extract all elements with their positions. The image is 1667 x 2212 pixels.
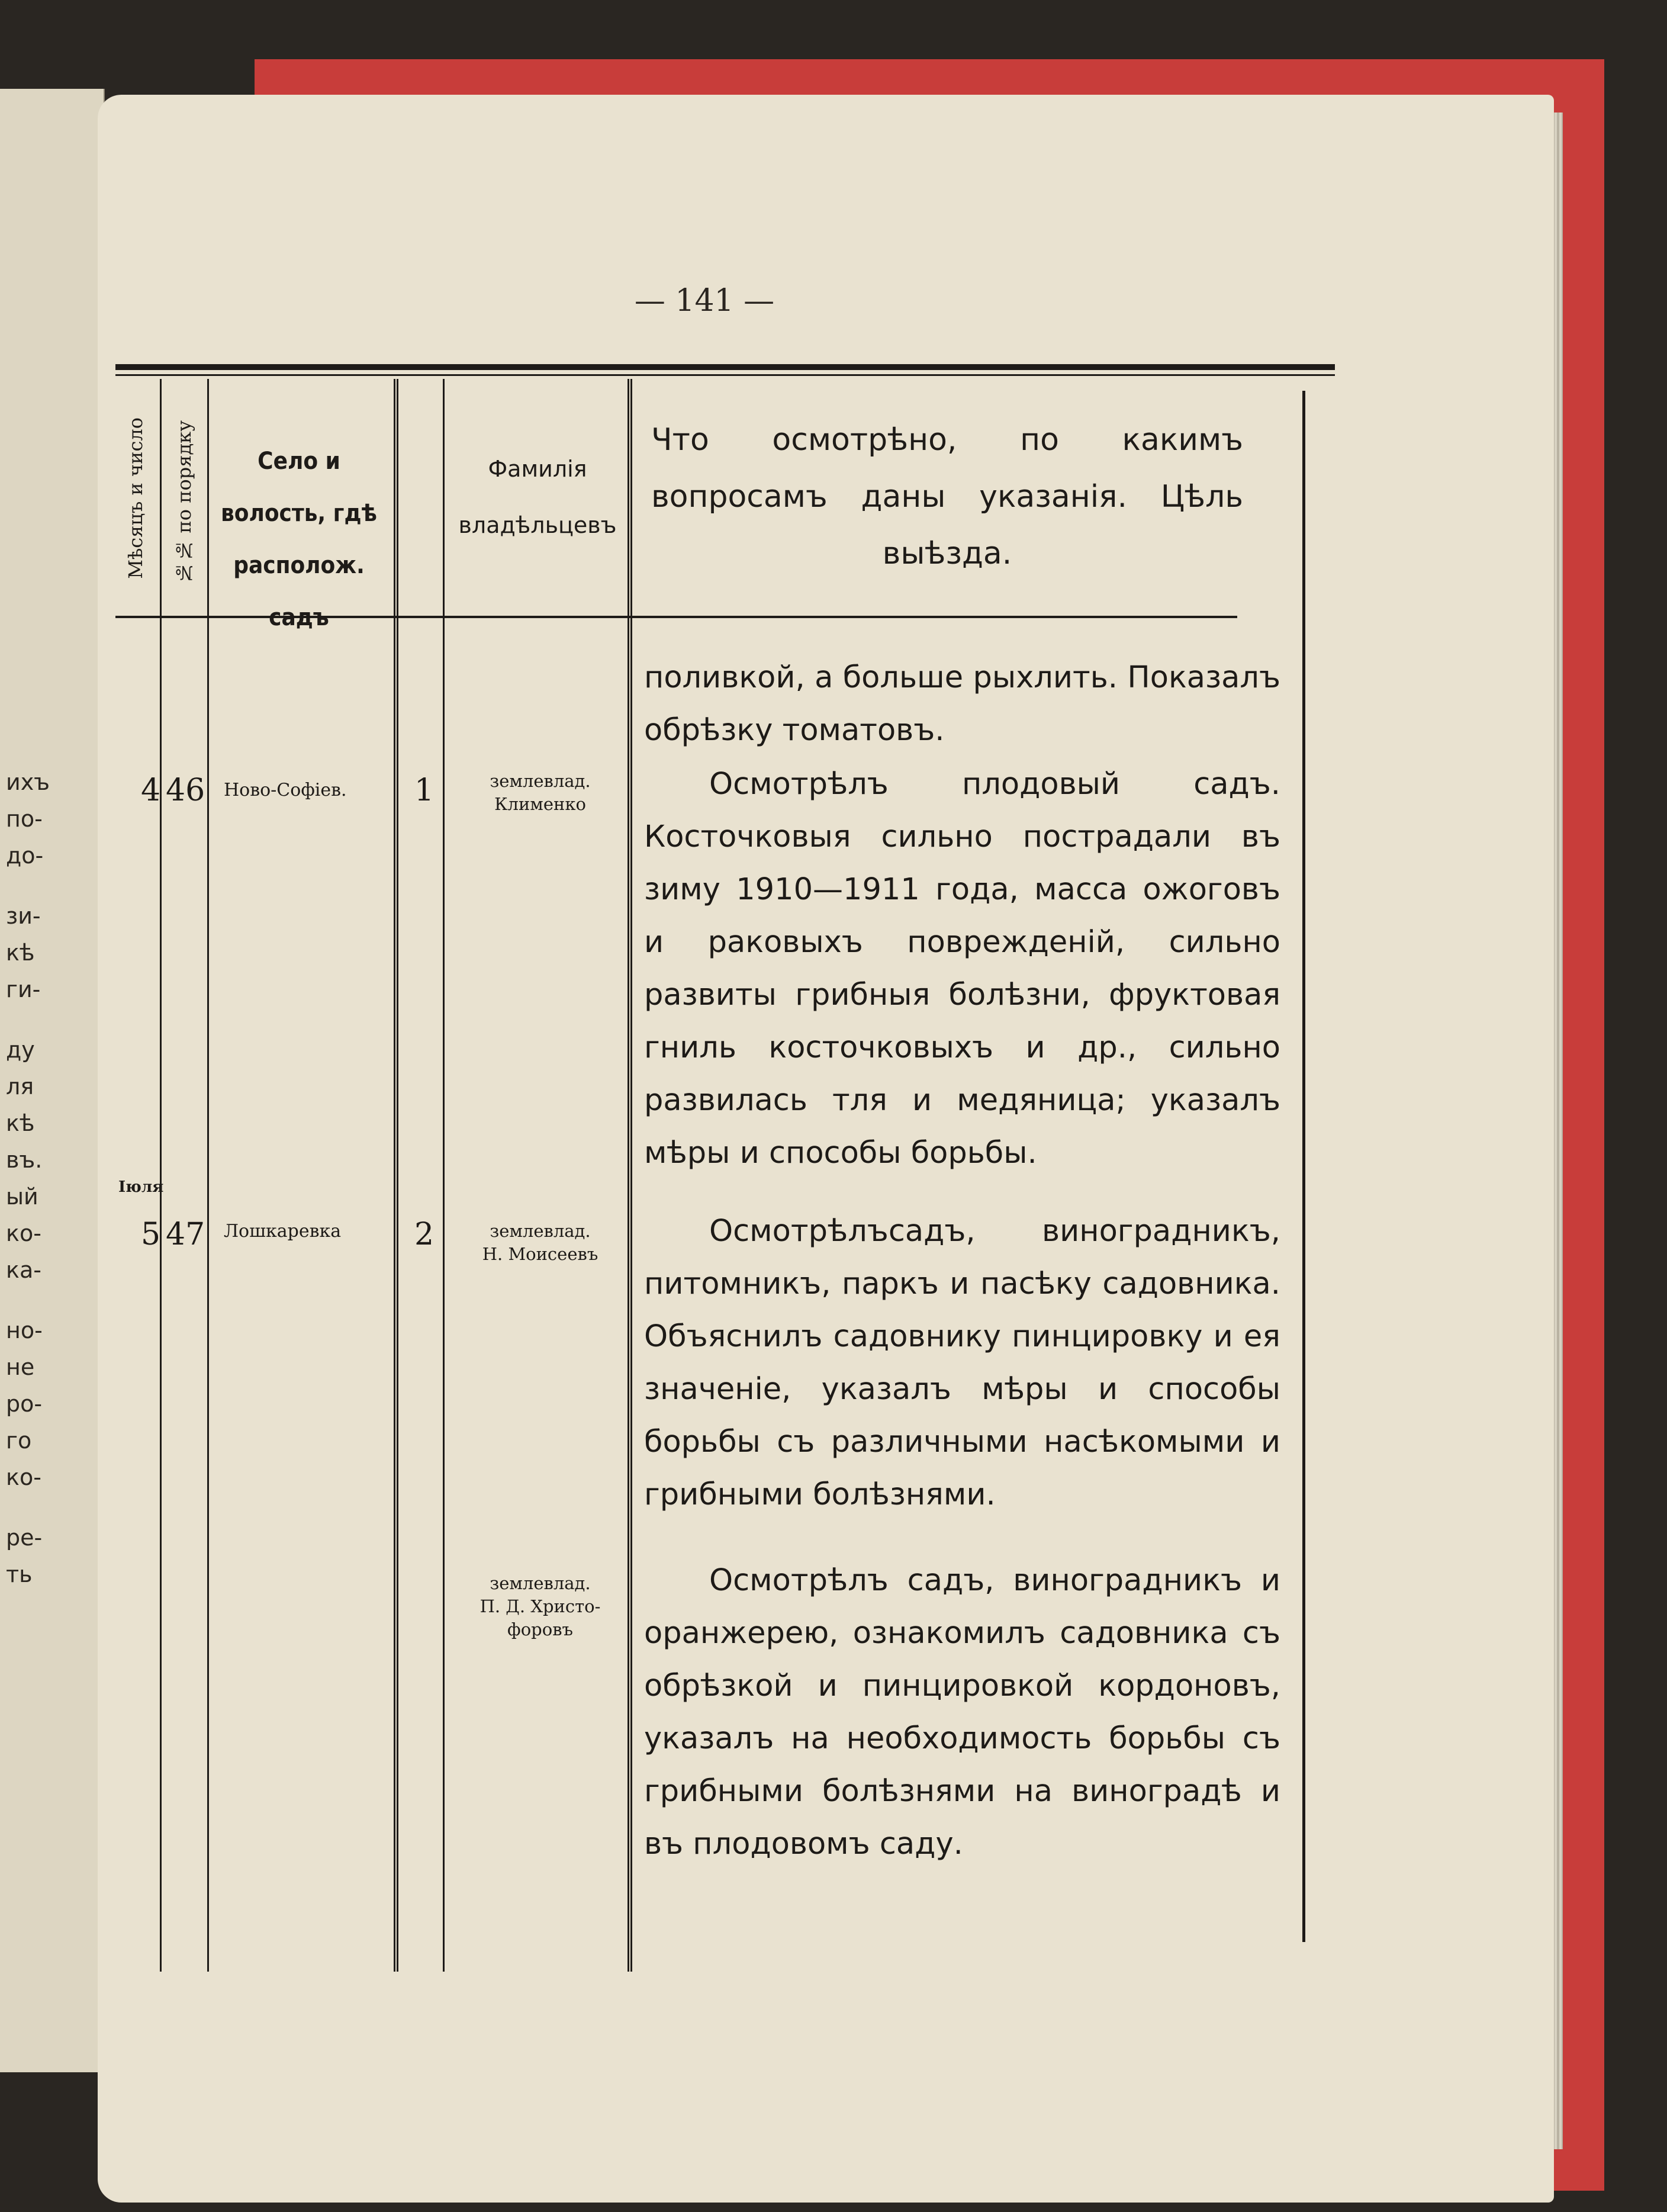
- row-1-number: 46: [166, 773, 205, 808]
- page-number: — 141 —: [634, 283, 775, 319]
- left-page: [0, 89, 105, 2072]
- column-divider: [443, 379, 445, 1972]
- column-divider: [627, 379, 632, 1972]
- entry-text-1: Осмотрѣлъ плодовый садъ. Косточковыя сильно пострадали въ зиму 1910—1911 года, масса ожоговъ и раковыхъ поврежденій, сильно развиты грибныя болѣзни, фруктовая гниль косточковыхъ и др., сильно развилась тля и медяница; указалъ мѣры и способы борьбы.: [644, 767, 1280, 1171]
- row-3-owner: землевлад. П. Д. Христо- форовъ: [479, 1573, 601, 1639]
- column-divider: [207, 379, 209, 1972]
- table-right-border: [1302, 391, 1305, 1942]
- header-order-number: №№ по порядку: [173, 420, 195, 584]
- row-2-owner: землевлад. Н. Моисеевъ: [482, 1221, 598, 1264]
- table-top-rule: [115, 364, 1335, 370]
- entry-text-0: поливкой, а больше рыхлить. Показалъ обрѣзку томатовъ.: [644, 660, 1280, 748]
- header-owner: Фамилія владѣльцевъ: [458, 456, 617, 538]
- header-village: Село и волость, гдѣ располож. садъ: [220, 448, 378, 631]
- left-page-text: ихъ по- до- зи- кѣ ги- ду ля кѣ въ. ый ко- ка- но- не ро- го ко- ре- ть: [6, 769, 50, 1587]
- column-divider: [160, 379, 162, 1972]
- month-label: Іюля: [118, 1178, 164, 1196]
- row-2-day: 5: [141, 1217, 161, 1252]
- row-2-number: 47: [166, 1217, 205, 1252]
- table-top-rule-thin: [115, 374, 1335, 376]
- row-1-owner: землевлад. Клименко: [490, 771, 591, 814]
- row-1-village: Ново-Софіев.: [224, 780, 347, 800]
- entry-text-3: Осмотрѣлъ садъ, виноградникъ и оранжерею, ознакомилъ садовника съ обрѣзкой и пинцировкой кордоновъ, указалъ на необходимость борьбы съ грибными болѣзнями на виноградѣ и въ плодовомъ саду.: [644, 1563, 1280, 1861]
- header-month-day: Мѣсяцъ и число: [124, 417, 147, 579]
- row-1-day: 4: [141, 773, 161, 808]
- row-2-count: 2: [414, 1217, 435, 1252]
- entry-text-2: Осмотрѣлъсадъ, виноградникъ, питомникъ, паркъ и пасѣку садовника. Объяснилъ садовнику пинцировку и ея значеніе, указалъ мѣры и способы борьбы съ различными насѣкомыми и грибными болѣзнями.: [644, 1214, 1280, 1512]
- column-divider: [394, 379, 398, 1972]
- row-2-village: Лошкаревка: [224, 1221, 342, 1242]
- row-1-count: 1: [414, 773, 435, 808]
- header-content: Что осмотрѣно, по какимъ вопросамъ даны указанія. Цѣль выѣзда.: [651, 422, 1243, 571]
